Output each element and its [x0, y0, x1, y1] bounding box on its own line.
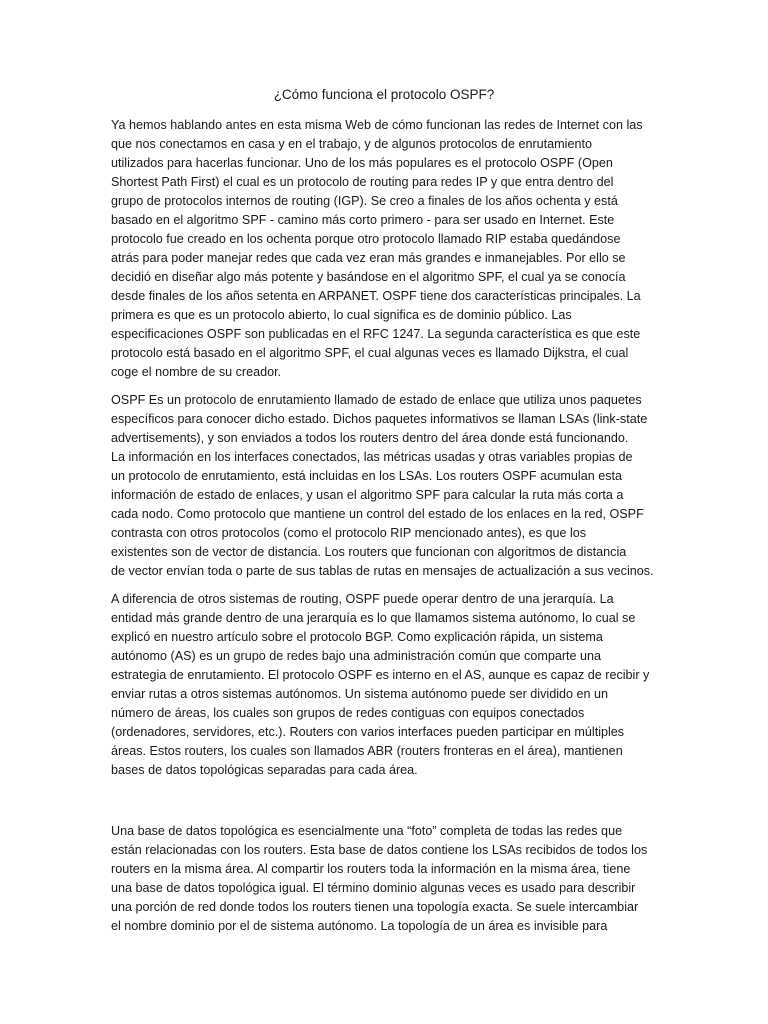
text-line: Una base de datos topológica es esencialmente una “foto” completa de todas las redes que	[111, 824, 623, 838]
text-line: específicos para conocer dicho estado. Dichos paquetes informativos se llaman LSAs (link-state	[111, 412, 648, 426]
text-line: utilizados para hacerlas funcionar. Uno de los más populares es el protocolo OSPF (Open	[111, 156, 613, 170]
text-line: estrategia de enrutamiento. El protocolo OSPF es interno en el AS, aunque es capaz de recibir y	[111, 668, 650, 682]
text-line: bases de datos topológicas separadas para cada área.	[111, 763, 418, 777]
text-line: protocolo fue creado en los ochenta porque otro protocolo llamado RIP estaba quedándose	[111, 232, 621, 246]
paragraph-1	[111, 116, 664, 382]
paragraph-3	[111, 590, 664, 780]
text-line: una porción de red donde todos los routers tienen una topología exacta. Se suele intercambiar	[111, 900, 639, 914]
text-line: un protocolo de enrutamiento, está incluidas en los LSAs. Los routers OSPF acumulan esta	[111, 469, 623, 483]
text-line: información de estado de enlaces, y usan el algoritmo SPF para calcular la ruta más corta a	[111, 488, 624, 502]
text-line: La información en los interfaces conectados, las métricas usadas y otras variables propias de	[111, 450, 633, 464]
text-line: contrasta con otros protocolos (como el protocolo RIP mencionado antes), es que los	[111, 526, 587, 540]
text-line: routers en la misma área. Al compartir los routers toda la información en la misma área, tiene	[111, 862, 631, 876]
paragraph-2	[111, 391, 664, 581]
text-line: protocolo está basado en el algoritmo SPF, el cual algunas veces es llamado Dijkstra, el cual	[111, 346, 629, 360]
text-line: autónomo (AS) es un grupo de redes bajo una administración común que comparte una	[111, 649, 602, 663]
text-line: que nos conectamos en casa y en el trabajo, y de algunos protocolos de enrutamiento	[111, 137, 592, 151]
text-line: número de áreas, los cuales son grupos de redes contiguas con equipos conectados	[111, 706, 585, 720]
text-line: atrás para poder manejar redes que cada vez eran más grandes e inmanejables. Por ello se	[111, 251, 626, 265]
text-line: basado en el algoritmo SPF - camino más corto primero - para ser usado en Internet. Este	[111, 213, 615, 227]
text-line: A diferencia de otros sistemas de routing, OSPF puede operar dentro de una jerarquía. La	[111, 592, 614, 606]
text-line: cada nodo. Como protocolo que mantiene un control del estado de los enlaces en la red, OSPF	[111, 507, 644, 521]
text-line: existentes son de vector de distancia. Los routers que funcionan con algoritmos de distancia	[111, 545, 627, 559]
text-line: advertisements), y son enviados a todos los routers dentro del área donde está funcionando.	[111, 431, 629, 445]
text-line: áreas. Estos routers, los cuales son llamados ABR (routers fronteras en el área), mantienen	[111, 744, 623, 758]
text-line: enviar rutas a otros sistemas autónomos. Un sistema autónomo puede ser dividido en un	[111, 687, 609, 701]
text-line: entidad más grande dentro de una jerarquía es lo que llamamos sistema autónomo, lo cual se	[111, 611, 636, 625]
text-line: están relacionadas con los routers. Esta base de datos contiene los LSAs recibidos de todos los	[111, 843, 648, 857]
text-line: primera es que es un protocolo abierto, lo cual significa es de dominio público. Las	[111, 308, 572, 322]
text-line: Ya hemos hablando antes en esta misma Web de cómo funcionan las redes de Internet con las	[111, 118, 643, 132]
text-line: una base de datos topológica igual. El término dominio algunas veces es usado para describir	[111, 881, 636, 895]
text-line: explicó en nuestro artículo sobre el protocolo BGP. Como explicación rápida, un sistema	[111, 630, 603, 644]
paragraph-4	[111, 822, 664, 936]
text-line: el nombre dominio por el de sistema autónomo. La topología de un área es invisible para	[111, 919, 608, 933]
text-line: especificaciones OSPF son publicadas en el RFC 1247. La segunda característica es que este	[111, 327, 641, 341]
text-line: Shortest Path First) el cual es un protocolo de routing para redes IP y que entra dentro del	[111, 175, 614, 189]
text-line: (ordenadores, servidores, etc.). Routers con varios interfaces pueden participar en múltiples	[111, 725, 625, 739]
text-line: OSPF Es un protocolo de enrutamiento llamado de estado de enlace que utiliza unos paquetes	[111, 393, 642, 407]
text-line: desde finales de los años setenta en ARPANET. OSPF tiene dos características principales. La	[111, 289, 641, 303]
text-line: de vector envían toda o parte de sus tablas de rutas en mensajes de actualización a sus vecinos.	[111, 564, 654, 578]
text-line: decidió en diseñar algo más potente y basándose en el algoritmo SPF, el cual ya se conocía	[111, 270, 626, 284]
text-line: coge el nombre de su creador.	[111, 365, 282, 379]
text-line: grupo de protocolos internos de routing (IGP). Se creo a finales de los años ochenta y está	[111, 194, 618, 208]
document-title: ¿Cómo funciona el protocolo OSPF?	[273, 87, 495, 102]
